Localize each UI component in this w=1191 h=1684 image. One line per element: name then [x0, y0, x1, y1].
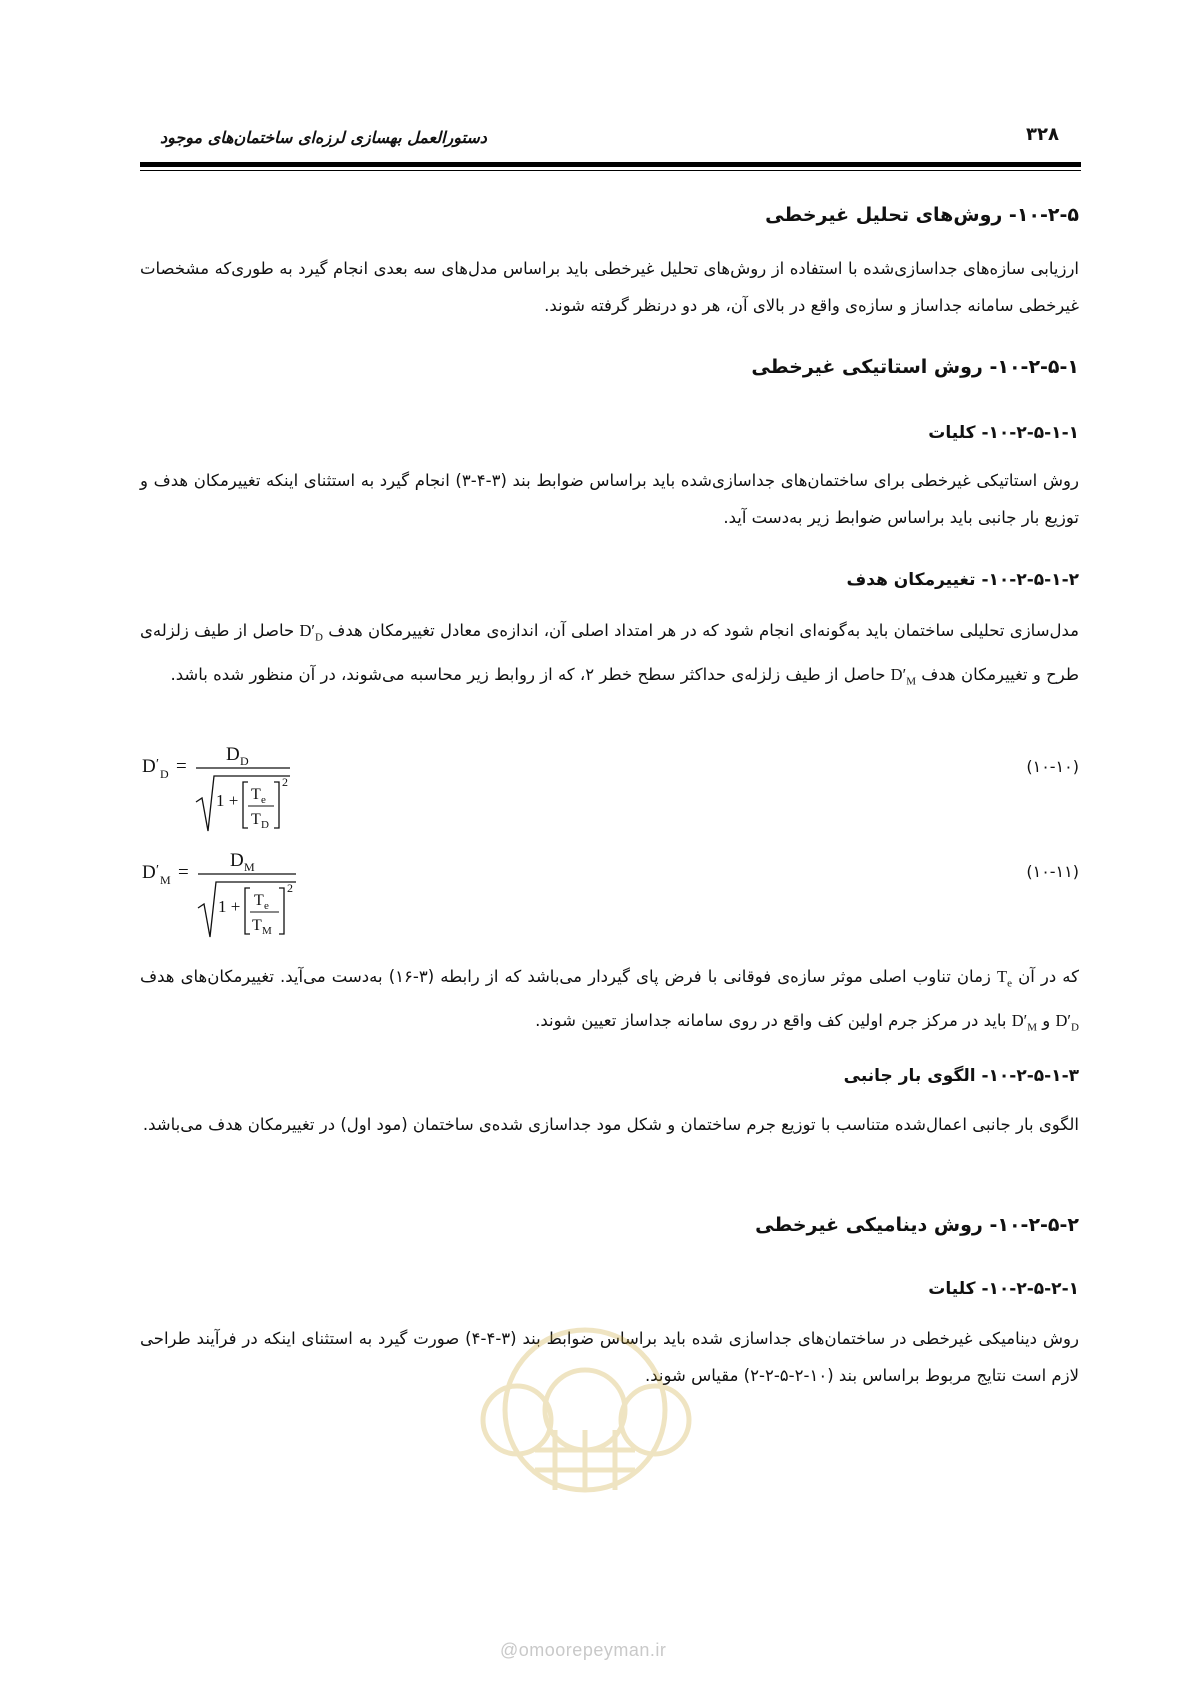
- eq2-sqrt-sign: [198, 882, 296, 937]
- svg-text:M: M: [244, 860, 255, 874]
- section-heading-10-2-5-1-1: ۱۰-۲-۵-۱-۱- کلیات: [928, 423, 1079, 443]
- eq1-lhs-symbol: D: [142, 756, 156, 777]
- section-heading-10-2-5-1: ۱۰-۲-۵-۱- روش استاتیکی غیرخطی: [751, 356, 1079, 378]
- paragraph-target-displacement: مدل‌سازی تحلیلی ساختمان باید به‌گونه‌ای انجام شود که در هر امتداد اصلی آن، اندازه‌ی معادل تغییرمکان هدف $D'_D$ حاصل از طیف زلزله‌ی طرح و تغییرمکان هدف $D'_M$ حاصل از طیف زلزله‌ی حداکثر سطح خطر ۲، که از روابط زیر محاسبه می‌شوند، در آن منظور شده باشد.: [140, 621, 1080, 688]
- svg-text:2: 2: [287, 881, 293, 895]
- svg-text:′: ′: [156, 757, 160, 772]
- symbol-D-prime-D: $D'_D$: [299, 621, 323, 644]
- page-number: ۳۲۸: [1026, 124, 1059, 145]
- svg-text:T: T: [251, 811, 261, 828]
- header-rule-thick: [140, 162, 1081, 167]
- paragraph-static-general: روش استاتیکی غیرخطی برای ساختمان‌های جداسازی‌شده باید براساس ضوابط بند (۳-۴-۳) انجام گیرد به استثنای اینکه تغییرمکان هدف و توزیع بار جانبی باید براساس ضوابط زیر به‌دست آید.: [140, 471, 1079, 527]
- header-rule-thin: [140, 170, 1081, 171]
- section-heading-10-2-5-1-3: ۱۰-۲-۵-۱-۳- الگوی بار جانبی: [843, 1066, 1079, 1086]
- svg-text:M: M: [160, 873, 171, 887]
- watermark-seal-logo: [455, 1300, 715, 1520]
- svg-text:T: T: [252, 917, 262, 934]
- svg-text:D: D: [261, 819, 269, 831]
- paragraph-dynamic-general: روش دینامیکی غیرخطی در ساختمان‌های جداسازی شده باید براساس ضوابط بند (۳-۴-۴) صورت گیرد به استثنای اینکه در فرآیند طراحی لازم است نتایج مربوط براساس بند (۱۰-۲-۵-۲-۲) مقیاس شوند.: [140, 1329, 1079, 1385]
- equation-number-10-11: (۱۰-۱۱): [1026, 862, 1079, 881]
- svg-text:1 +: 1 +: [218, 897, 241, 916]
- watermark-url: @omoorepeyman.ir: [500, 1640, 667, 1660]
- symbol-T-e: $T_e$: [997, 967, 1012, 990]
- svg-text:D: D: [240, 754, 249, 768]
- paragraph-nonlinear-methods: ارزیابی سازه‌های جداسازی‌شده با استفاده از روش‌های تحلیل غیرخطی باید براساس مدل‌های سه بعدی انجام گیرد به طوری‌که مشخصات غیرخطی سامانه جداساز و سازه‌ی واقع در بالای آن، هر دو درنظر گرفته شوند.: [140, 259, 1079, 315]
- svg-text:T: T: [251, 786, 261, 803]
- section-heading-10-2-5-2-1: ۱۰-۲-۵-۲-۱- کلیات: [928, 1279, 1079, 1299]
- svg-text:′: ′: [156, 863, 160, 878]
- svg-text:e: e: [264, 900, 269, 912]
- svg-text:e: e: [261, 794, 266, 806]
- svg-text:2: 2: [282, 775, 288, 789]
- symbol-D-prime-M: $D'_M$: [890, 665, 916, 688]
- paragraph-after-equations: که در آن $T_e$ زمان تناوب اصلی موثر سازه‌ی فوقانی با فرض پای گیردار می‌باشد که از رابطه (۳-۱۶) به‌دست می‌آید. تغییرمکان‌های هدف $D'_D$ و $D'_M$ باید در مرکز جرم اولین کف واقع در روی سامانه جداساز تعیین شوند.: [140, 967, 1080, 1034]
- equation-10-11: [140, 844, 330, 944]
- eq2-lhs-symbol: D: [142, 862, 156, 883]
- section-heading-10-2-5-2: ۱۰-۲-۵-۲- روش دینامیکی غیرخطی: [755, 1214, 1079, 1236]
- svg-text:1 +: 1 +: [216, 791, 239, 810]
- symbol-D-prime-M-2: $D'_M$: [1011, 1011, 1038, 1034]
- eq2-numerator: D: [230, 850, 244, 871]
- svg-text:T: T: [254, 892, 264, 909]
- running-header-title: دستورالعمل بهسازی لرزه‌ای ساختمان‌های موجود: [160, 128, 487, 147]
- svg-text:=: =: [178, 862, 189, 883]
- section-heading-10-2-5: ۱۰-۲-۵- روش‌های تحلیل غیرخطی: [765, 204, 1079, 226]
- equation-10-10: [140, 738, 330, 838]
- svg-text:M: M: [262, 925, 272, 937]
- svg-text:=: =: [176, 756, 187, 777]
- svg-text:D: D: [160, 767, 169, 781]
- eq1-numerator: D: [226, 744, 240, 765]
- equation-number-10-10: (۱۰-۱۰): [1026, 757, 1079, 776]
- paragraph-lateral-load-pattern: الگوی بار جانبی اعمال‌شده متناسب با توزیع جرم ساختمان و شکل مود جداسازی شده‌ی ساختمان (مود اول) در تغییرمکان هدف می‌باشد.: [142, 1115, 1079, 1134]
- symbol-D-prime-D-2: $D'_D$: [1055, 1011, 1079, 1034]
- section-heading-10-2-5-1-2: ۱۰-۲-۵-۱-۲- تغییرمکان هدف: [846, 570, 1079, 590]
